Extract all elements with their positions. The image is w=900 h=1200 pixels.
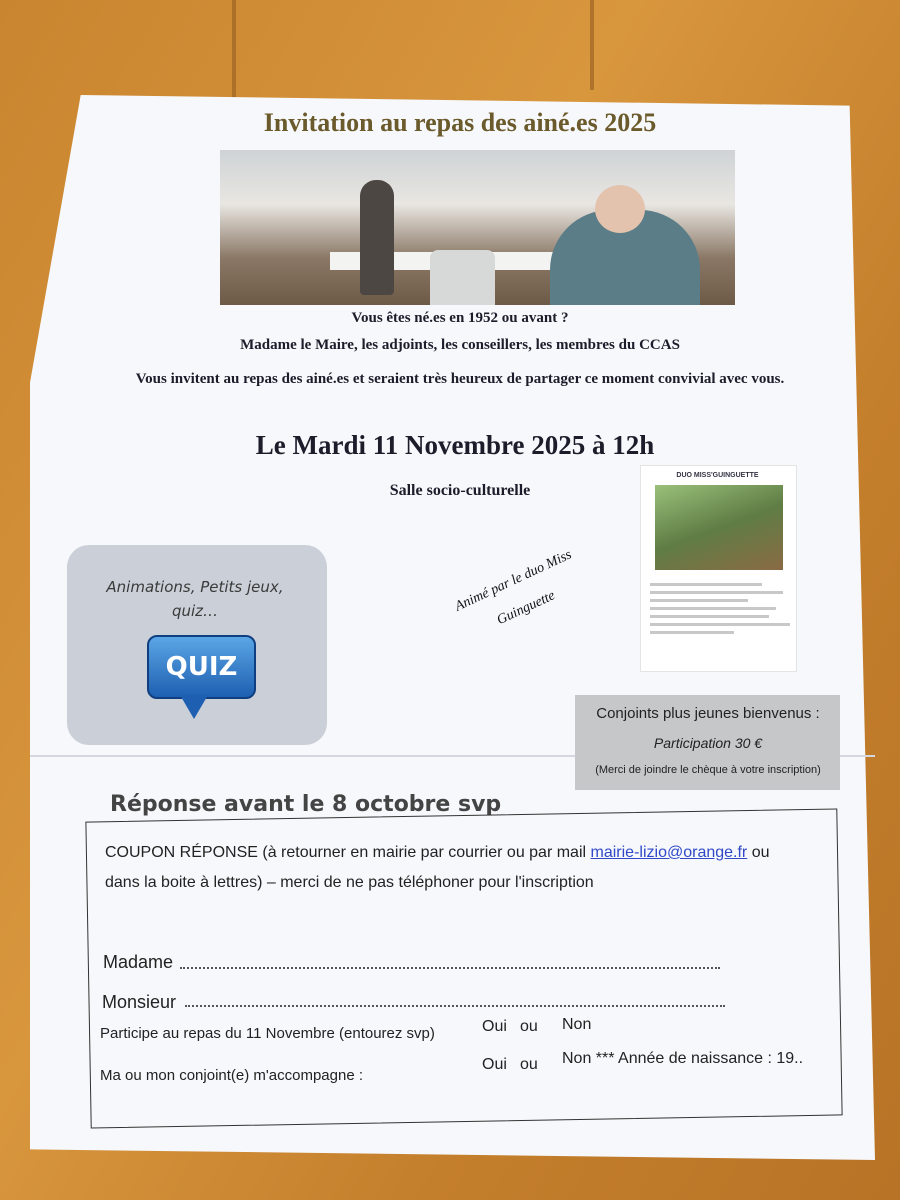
participation-oui[interactable]: Oui [482, 1018, 507, 1035]
animated-by-text: Animé par le duo Miss Guinguette [452, 547, 575, 629]
animations-text: Animations, Petits jeux, quiz… [106, 578, 284, 620]
spouse-label: Ma ou mon conjoint(e) m'accompagne : [100, 1067, 363, 1084]
spouse-oui[interactable]: Oui [482, 1056, 507, 1073]
spouse-non-birth-year[interactable]: Non *** Année de naissance : 19.. [562, 1050, 804, 1067]
spouse-price: Participation 30 € [653, 735, 763, 751]
quiz-bubble-tail-icon [180, 695, 208, 719]
event-photo [220, 150, 735, 305]
photo-chair [430, 250, 495, 305]
quiz-icon: QUIZ [147, 635, 256, 699]
spouse-ou: ou [520, 1056, 538, 1073]
coupon-instructions-start: (à retourner en mairie par courrier ou par mail [262, 844, 587, 861]
participation-label: Participe au repas du 11 Novembre (entourez svp) [100, 1025, 435, 1042]
table-seam [232, 0, 236, 110]
participation-ou: ou [520, 1018, 538, 1035]
coupon-instructions-end: ou dans la boite à lettres) – merci de ne pas téléphoner pour l'inscription [105, 844, 770, 891]
monsieur-label: Monsieur [102, 992, 177, 1012]
coupon-lead: COUPON RÉPONSE [105, 844, 258, 861]
intro-invitation: Vous invitent au repas des ainé.es et seraient très heureux de partager ce moment convivial avec vous. [135, 371, 785, 387]
madame-label: Madame [103, 952, 174, 972]
poster-title: DUO MISS'GUINGUETTE [676, 472, 759, 479]
intro-hosts: Madame le Maire, les adjoints, les conseillers, les membres du CCAS [240, 337, 680, 353]
photo-dancer [360, 180, 394, 295]
event-date: Le Mardi 11 Novembre 2025 à 12h [255, 430, 655, 460]
flyer-title: Invitation au repas des ainé.es 2025 [263, 108, 657, 137]
poster-photo [655, 485, 783, 570]
madame-field[interactable] [180, 965, 720, 969]
spouse-welcome: Conjoints plus jeunes bienvenus : [596, 705, 820, 722]
photo-guest-head [595, 185, 645, 233]
monsieur-field[interactable] [185, 1003, 725, 1007]
coupon-email-link[interactable]: mairie-lizio@orange.fr [590, 844, 748, 861]
coupon-instructions [105, 838, 805, 898]
spouse-note: (Merci de joindre le chèque à votre inscription) [595, 764, 821, 776]
table-seam [590, 0, 594, 90]
poster-text-lines [650, 578, 790, 639]
participation-non[interactable]: Non [562, 1016, 592, 1033]
event-venue: Salle socio-culturelle [389, 482, 531, 499]
intro-question: Vous êtes né.es en 1952 ou avant ? [351, 310, 569, 326]
reply-deadline: Réponse avant le 8 octobre svp [110, 792, 502, 817]
